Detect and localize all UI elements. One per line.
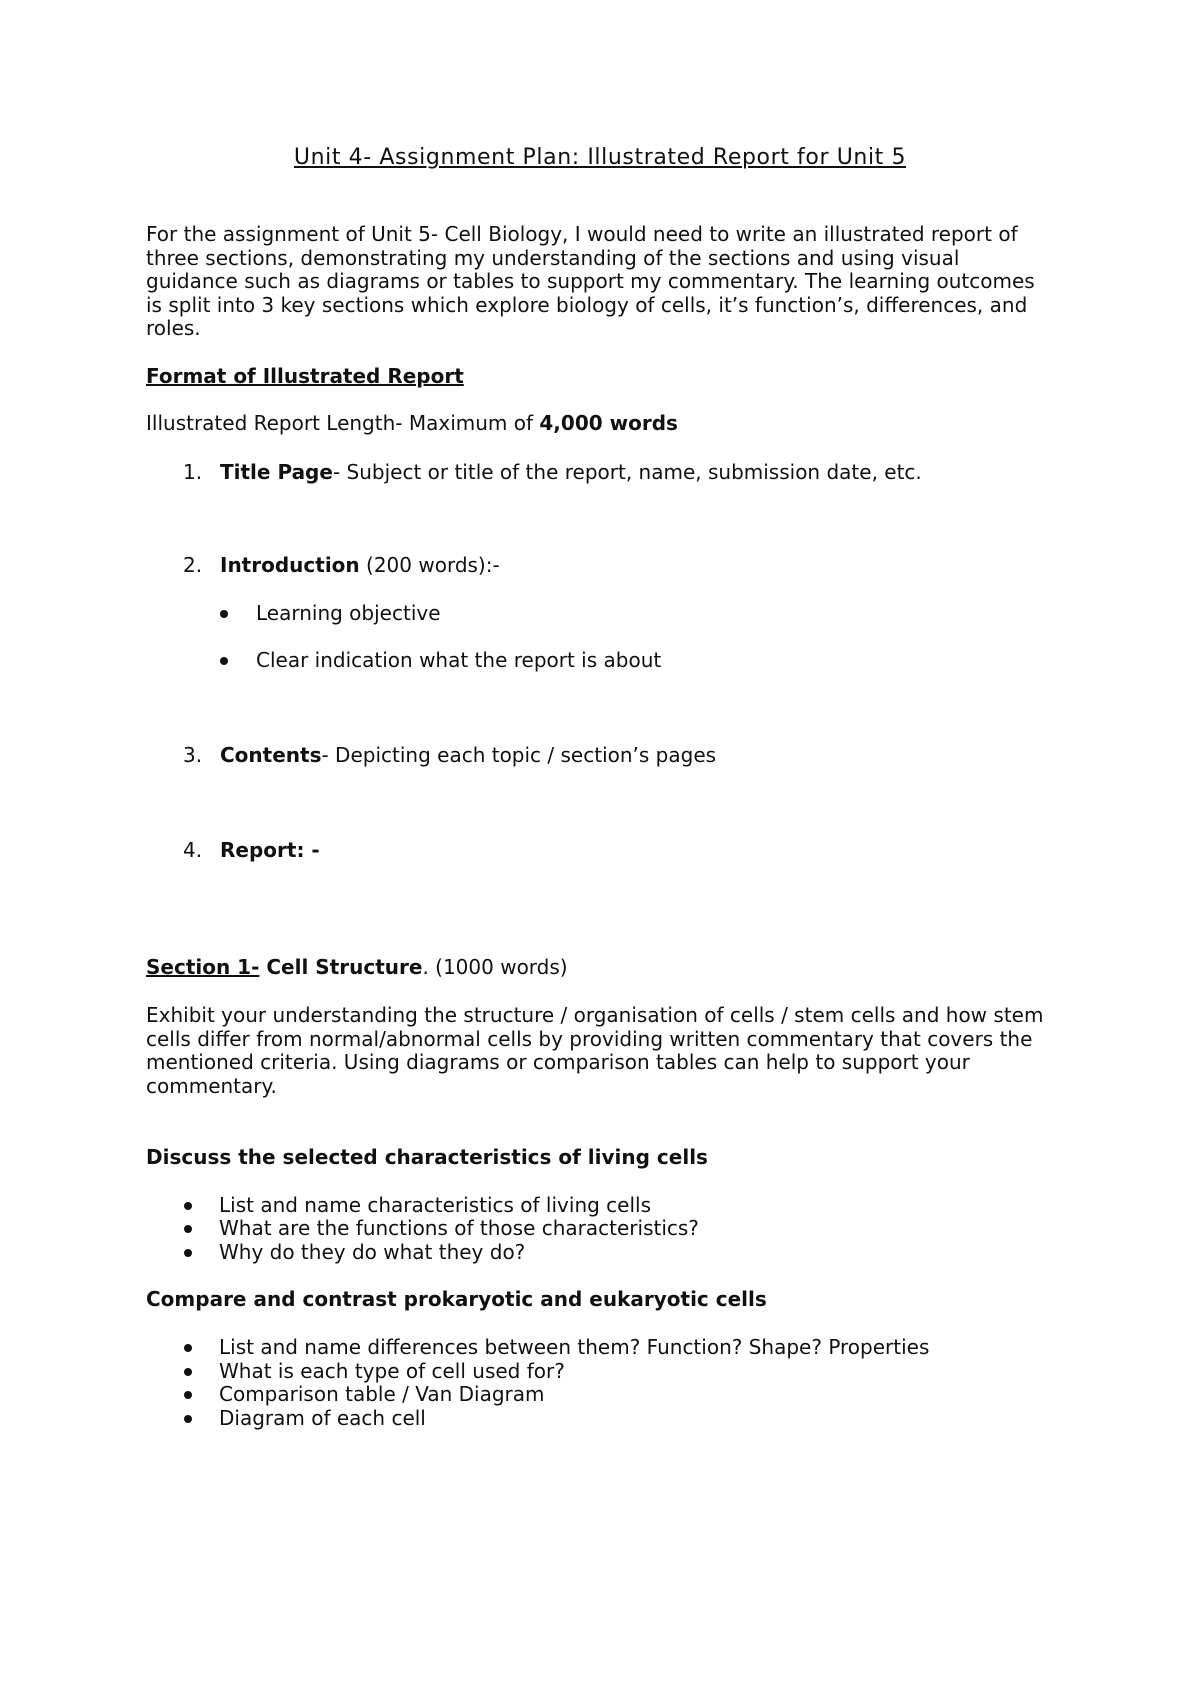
list-item: Clear indication what the report is about [256,648,662,672]
section-1-name: Cell Structure [259,955,423,979]
bullet-icon [184,1344,192,1352]
compare-heading-text: Compare and contrast prokaryotic and eukaryotic cells [146,1287,767,1311]
format-heading [146,365,464,389]
list-item: Learning objective [256,601,441,625]
intro-line: roles. [146,316,201,340]
report-length-prefix: Illustrated Report Length- Maximum of [146,411,540,435]
section-1-line: mentioned criteria. Using diagrams or comparison tables can help to support your [146,1050,970,1074]
discuss-heading-text: Discuss the selected characteristics of living cells [146,1145,708,1169]
format-heading-text: Format of Illustrated Report [146,364,464,388]
list-item: What is each type of cell used for? [219,1359,565,1383]
list-number: 2. [183,553,203,577]
intro-line: is split into 3 key sections which explore biology of cells, it’s function’s, differences, and [146,292,1028,317]
document-title: Unit 4- Assignment Plan: Illustrated Report for Unit 5 [293,145,907,170]
compare-heading [146,1288,767,1312]
bullet-icon [220,610,228,618]
bullet-icon [220,657,228,665]
intro-line: guidance such as diagrams or tables to support my commentary. The learning outcomes [146,269,1035,293]
bullet-icon [184,1249,192,1257]
section-1-description [146,1004,1066,1098]
list-item: Diagram of each cell [219,1406,426,1430]
numbered-item-text: - Subject or title of the report, name, submission date, etc. [332,460,922,484]
numbered-item-text: (200 words):- [359,553,500,577]
list-number: 1. [183,460,203,484]
list-item: What are the functions of those characteristics? [219,1216,699,1240]
section-1-line: Exhibit your understanding the structure / organisation of cells / stem cells and how stem [146,1003,1044,1027]
intro-line: For the assignment of Unit 5- Cell Biology, I would need to write an illustrated report of [146,222,1018,246]
list-item: List and name characteristics of living cells [219,1193,652,1217]
numbered-item-label: Introduction [220,553,360,577]
list-item: List and name differences between them? Function? Shape? Properties [219,1335,930,1359]
intro-line: three sections, demonstrating my understanding of the sections and using visual [146,245,960,270]
discuss-heading [146,1146,708,1170]
numbered-item-label: Contents [220,743,322,767]
list-item: Why do they do what they do? [219,1240,526,1264]
numbered-item-text: - Depicting each topic / section’s pages [321,743,717,767]
report-length-value: 4,000 words [539,411,678,435]
bullet-icon [184,1391,192,1399]
section-1-suffix: . (1000 words) [422,955,568,979]
report-length [146,412,678,436]
numbered-item-contents [220,744,716,768]
bullet-icon [184,1225,192,1233]
numbered-item-label: Title Page [220,460,333,484]
bullet-icon [184,1415,192,1423]
bullet-icon [184,1202,192,1210]
list-number: 3. [183,743,203,767]
section-1-label: Section 1- [146,955,260,979]
numbered-item-introduction [220,554,500,578]
list-number: 4. [183,838,203,862]
list-item: Comparison table / Van Diagram [219,1382,545,1406]
section-1-line: cells differ from normal/abnormal cells by providing written commentary that covers the [146,1026,1033,1051]
section-1-line: commentary. [146,1073,277,1098]
numbered-item-title-page [220,461,922,485]
section-1-heading [146,956,568,980]
numbered-item-label: Report: - [220,838,320,862]
numbered-item-report [220,839,320,863]
intro-paragraph [146,223,1066,341]
bullet-icon [184,1368,192,1376]
